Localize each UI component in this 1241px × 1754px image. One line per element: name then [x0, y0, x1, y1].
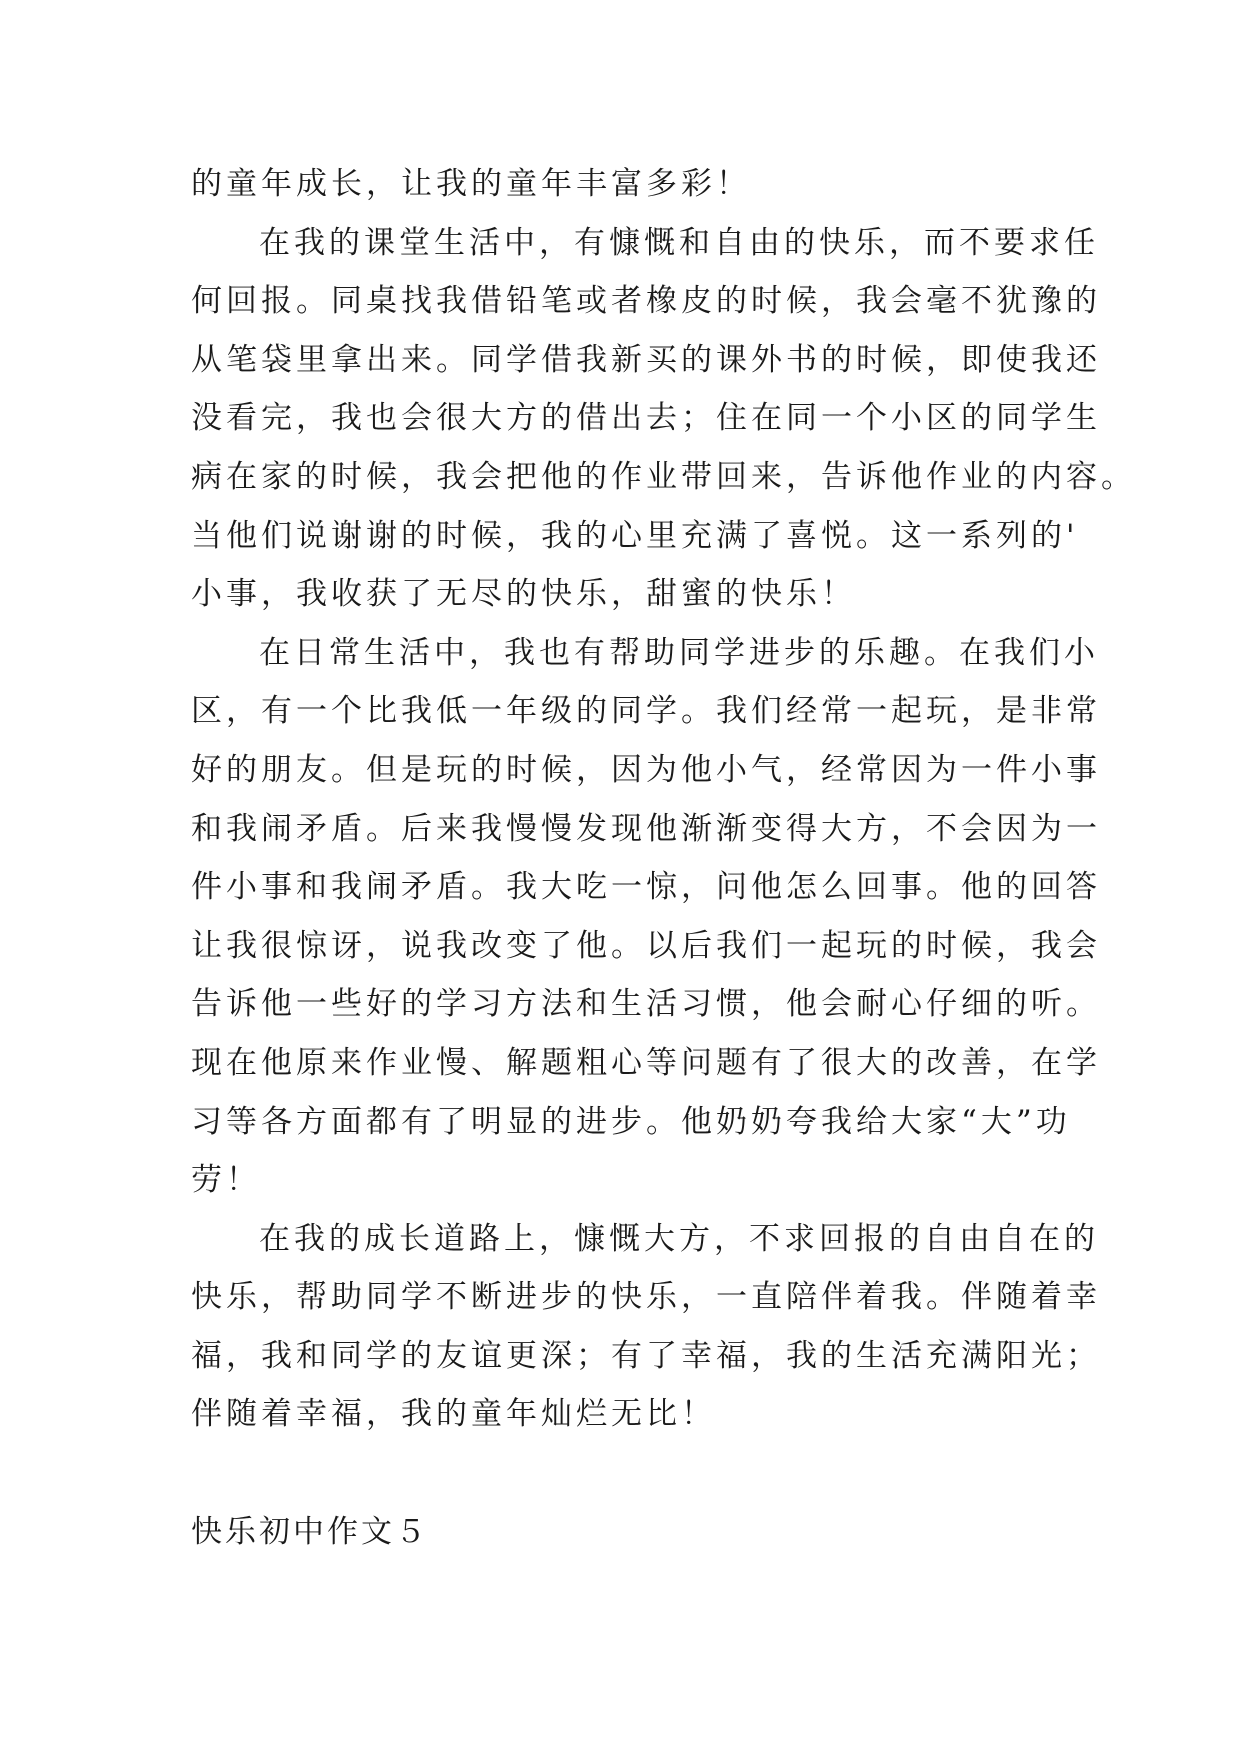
paragraph-line: 区，有一个比我低一年级的同学。我们经常一起玩，是非常 [191, 693, 1101, 730]
paragraph-line: 小事，我收获了无尽的快乐，甜蜜的快乐！ [191, 576, 856, 613]
paragraph-3 [191, 624, 1101, 1210]
paragraph-line: 病在家的时候，我会把他的作业带回来，告诉他作业的内容。 [191, 458, 1136, 495]
paragraph-line: 劳！ [191, 1162, 261, 1199]
paragraph-line: 的童年成长，让我的童年丰富多彩！ [191, 166, 751, 202]
essay-body [191, 155, 1136, 1561]
paragraph-1 [191, 155, 1061, 214]
paragraph-line: 好的朋友。但是玩的时候，因为他小气，经常因为一件小事 [191, 751, 1101, 788]
paragraph-line: 福，我和同学的友谊更深；有了幸福，我的生活充满阳光； [191, 1337, 1101, 1374]
paragraph-line: 让我很惊讶，说我改变了他。以后我们一起玩的时候，我会 [191, 927, 1101, 964]
paragraph-line: 在我的课堂生活中，有慷慨和自由的快乐，而不要求任 [259, 224, 1099, 261]
paragraph-line: 在日常生活中，我也有帮助同学进步的乐趣。在我们小 [259, 634, 1099, 671]
paragraph-line: 告诉他一些好的学习方法和生活习惯，他会耐心仔细的听。 [191, 986, 1101, 1023]
paragraph-line: 在我的成长道路上，慷慨大方，不求回报的自由自在的 [259, 1220, 1099, 1257]
paragraph-line: 从笔袋里拿出来。同学借我新买的课外书的时候，即使我还 [191, 341, 1101, 378]
paragraph-line: 伴随着幸福，我的童年灿烂无比！ [191, 1396, 716, 1433]
next-essay-title: 快乐初中作文５ [191, 1513, 429, 1550]
paragraph-2 [191, 214, 1136, 624]
paragraph-line: 现在他原来作业慢、解题粗心等问题有了很大的改善，在学 [191, 1044, 1101, 1081]
paragraph-line: 习等各方面都有了明显的进步。他奶奶夸我给大家“大”功 [191, 1103, 1071, 1140]
paragraph-line: 没看完，我也会很大方的借出去；住在同一个小区的同学生 [191, 400, 1101, 437]
paragraph-line: 件小事和我闹矛盾。我大吃一惊，问他怎么回事。他的回答 [191, 869, 1101, 906]
paragraph-line: 和我闹矛盾。后来我慢慢发现他渐渐变得大方，不会因为一 [191, 810, 1101, 847]
paragraph-line: 何回报。同桌找我借铅笔或者橡皮的时候，我会毫不犹豫的 [191, 283, 1101, 320]
paragraph-line: 当他们说谢谢的时候，我的心里充满了喜悦。这一系列的' [191, 517, 1079, 554]
paragraph-line: 快乐，帮助同学不断进步的快乐，一直陪伴着我。伴随着幸 [191, 1279, 1101, 1316]
paragraph-spacer [191, 1444, 1061, 1503]
paragraph-4 [191, 1210, 1101, 1444]
